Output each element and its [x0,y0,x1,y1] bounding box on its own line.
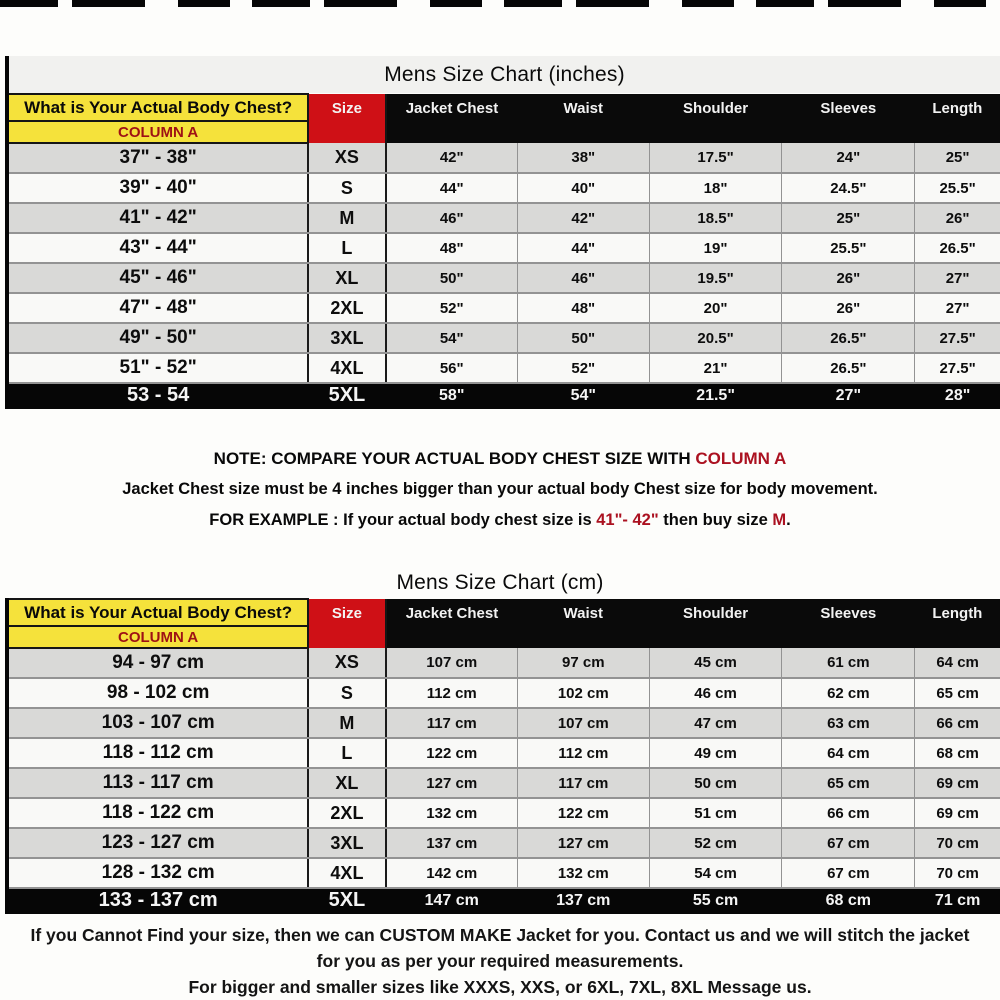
table-row [9,678,1000,708]
chest-cell: 49" - 50" [9,323,308,353]
jacket-chest-cell: 112 cm [386,678,518,708]
chest-cell: 41" - 42" [9,203,308,233]
table-row [9,798,1000,828]
shoulder-header: Shoulder [649,94,782,143]
chest-cell: 39" - 40" [9,173,308,203]
length-cell: 25" [915,143,1000,173]
sleeves-cell: 62 cm [782,678,915,708]
inches-size-chart [5,56,1000,409]
jacket-chest-cell: 122 cm [386,738,518,768]
jacket-chest-cell: 44" [386,173,518,203]
size-cell: M [308,203,385,233]
chest-cell: 118 - 112 cm [9,738,308,768]
jacket-chest-cell: 137 cm [386,828,518,858]
jacket-chest-cell: 127 cm [386,768,518,798]
chest-cell: 37" - 38" [9,143,308,173]
length-cell: 69 cm [915,768,1000,798]
table-row [9,143,1000,173]
chest-cell: 94 - 97 cm [9,648,308,678]
waist-cell: 127 cm [517,828,649,858]
size-cell: 2XL [308,798,385,828]
table-row [9,738,1000,768]
size-cell: XL [308,768,385,798]
note-line-1 [0,449,1000,469]
waist-cell: 117 cm [517,768,649,798]
waist-cell: 44" [517,233,649,263]
waist-cell: 40" [517,173,649,203]
sleeves-cell: 25.5" [782,233,915,263]
body-chest-header: What is Your Actual Body Chest? [9,94,308,121]
column-a-label: COLUMN A [9,626,308,648]
footer-line-2: for you as per your required measurements. [316,951,684,971]
jacket-chest-cell: 54" [386,323,518,353]
sleeves-cell: 25" [782,203,915,233]
note-block [0,409,1000,554]
shoulder-cell: 55 cm [649,888,782,913]
length-cell: 64 cm [915,648,1000,678]
size-cell: M [308,708,385,738]
note-range-highlight: 41"- 42" [596,511,659,529]
sleeves-cell: 66 cm [782,798,915,828]
sleeves-cell: 24.5" [782,173,915,203]
waist-cell: 38" [517,143,649,173]
table-row [9,173,1000,203]
shoulder-cell: 20" [649,293,782,323]
waist-cell: 52" [517,353,649,383]
shoulder-cell: 20.5" [649,323,782,353]
waist-cell: 107 cm [517,708,649,738]
jacket-chest-cell: 142 cm [386,858,518,888]
sleeves-cell: 24" [782,143,915,173]
shoulder-cell: 52 cm [649,828,782,858]
jacket-chest-cell: 56" [386,353,518,383]
note-line-3-text: FOR EXAMPLE : If your actual body chest size is [209,511,597,529]
length-header: Length [915,599,1000,648]
size-cell: S [308,678,385,708]
shoulder-cell: 21" [649,353,782,383]
sleeves-cell: 68 cm [782,888,915,913]
chest-cell: 133 - 137 cm [9,888,308,913]
shoulder-cell: 51 cm [649,798,782,828]
jacket-chest-header: Jacket Chest [386,94,518,143]
waist-cell: 102 cm [517,678,649,708]
size-cell: S [308,173,385,203]
shoulder-header: Shoulder [649,599,782,648]
note-line-3-mid: then buy size [658,511,773,529]
size-header: Size [308,94,385,143]
length-cell: 71 cm [915,888,1000,913]
table-row [9,708,1000,738]
table-row [9,323,1000,353]
length-cell: 27.5" [915,353,1000,383]
shoulder-cell: 45 cm [649,648,782,678]
note-line-3 [0,511,1000,530]
sleeves-header: Sleeves [782,94,915,143]
note-line-3-suffix: . [786,511,791,529]
sleeves-cell: 65 cm [782,768,915,798]
jacket-chest-cell: 117 cm [386,708,518,738]
length-cell: 70 cm [915,858,1000,888]
table-row [9,383,1000,408]
waist-cell: 132 cm [517,858,649,888]
shoulder-cell: 18.5" [649,203,782,233]
chest-cell: 43" - 44" [9,233,308,263]
sleeves-cell: 26.5" [782,353,915,383]
jacket-chest-cell: 50" [386,263,518,293]
length-cell: 25.5" [915,173,1000,203]
shoulder-cell: 50 cm [649,768,782,798]
table-row [9,648,1000,678]
table-row [9,858,1000,888]
length-cell: 27" [915,263,1000,293]
length-cell: 27" [915,293,1000,323]
shoulder-cell: 47 cm [649,708,782,738]
table-row [9,293,1000,323]
footer-line-3: For bigger and smaller sizes like XXXS, XXS, or 6XL, 7XL, 8XL Message us. [188,977,812,997]
sleeves-cell: 26" [782,293,915,323]
waist-cell: 42" [517,203,649,233]
table-row [9,888,1000,913]
footer-line-1: If you Cannot Find your size, then we can CUSTOM MAKE Jacket for you. Contact us and we will stitch the jacket [30,925,970,945]
shoulder-cell: 19" [649,233,782,263]
sleeves-cell: 67 cm [782,828,915,858]
sleeves-cell: 27" [782,383,915,408]
size-cell: L [308,233,385,263]
sleeves-cell: 63 cm [782,708,915,738]
jacket-chest-cell: 107 cm [386,648,518,678]
jacket-chest-cell: 132 cm [386,798,518,828]
table-row [9,233,1000,263]
size-cell: 2XL [308,293,385,323]
size-header: Size [308,599,385,648]
inches-size-table [9,93,1000,409]
size-cell: 5XL [308,888,385,913]
length-cell: 28" [915,383,1000,408]
length-cell: 69 cm [915,798,1000,828]
length-cell: 70 cm [915,828,1000,858]
length-cell: 26" [915,203,1000,233]
size-cell: 3XL [308,828,385,858]
waist-cell: 97 cm [517,648,649,678]
chest-cell: 51" - 52" [9,353,308,383]
jacket-chest-cell: 147 cm [386,888,518,913]
chest-cell: 128 - 132 cm [9,858,308,888]
chest-cell: 47" - 48" [9,293,308,323]
size-cell: XS [308,143,385,173]
jacket-chest-header: Jacket Chest [386,599,518,648]
shoulder-cell: 54 cm [649,858,782,888]
chest-cell: 98 - 102 cm [9,678,308,708]
shoulder-cell: 17.5" [649,143,782,173]
inches-chart-title: Mens Size Chart (inches) [9,56,1000,93]
table-row [9,203,1000,233]
waist-cell: 46" [517,263,649,293]
sleeves-cell: 64 cm [782,738,915,768]
length-header: Length [915,94,1000,143]
jacket-chest-cell: 52" [386,293,518,323]
shoulder-cell: 49 cm [649,738,782,768]
cropped-text-strip [0,0,1000,9]
sleeves-cell: 67 cm [782,858,915,888]
waist-cell: 112 cm [517,738,649,768]
note-line-1-text: NOTE: COMPARE YOUR ACTUAL BODY CHEST SIZE WITH [213,449,696,468]
shoulder-cell: 21.5" [649,383,782,408]
sleeves-cell: 61 cm [782,648,915,678]
note-line-2: Jacket Chest size must be 4 inches bigger than your actual body Chest size for body movement. [122,480,878,498]
body-chest-header: What is Your Actual Body Chest? [9,599,308,626]
chest-cell: 103 - 107 cm [9,708,308,738]
chest-cell: 113 - 117 cm [9,768,308,798]
waist-header: Waist [517,94,649,143]
length-cell: 26.5" [915,233,1000,263]
cm-table-body [9,648,1000,913]
chest-cell: 45" - 46" [9,263,308,293]
chest-cell: 53 - 54 [9,383,308,408]
footer-block [0,922,1000,1000]
sleeves-header: Sleeves [782,599,915,648]
cm-size-table [9,598,1000,914]
size-cell: 5XL [308,383,385,408]
chest-cell: 118 - 122 cm [9,798,308,828]
jacket-chest-cell: 46" [386,203,518,233]
waist-header: Waist [517,599,649,648]
length-cell: 27.5" [915,323,1000,353]
length-cell: 65 cm [915,678,1000,708]
note-column-a-highlight: COLUMN A [695,449,787,468]
size-cell: 3XL [308,323,385,353]
table-row [9,353,1000,383]
size-cell: 4XL [308,858,385,888]
length-cell: 68 cm [915,738,1000,768]
chest-cell: 123 - 127 cm [9,828,308,858]
length-cell: 66 cm [915,708,1000,738]
shoulder-cell: 19.5" [649,263,782,293]
waist-cell: 50" [517,323,649,353]
sleeves-cell: 26" [782,263,915,293]
table-row [9,263,1000,293]
size-cell: 4XL [308,353,385,383]
table-row [9,828,1000,858]
waist-cell: 137 cm [517,888,649,913]
size-cell: L [308,738,385,768]
column-a-label: COLUMN A [9,121,308,143]
cm-chart-title: Mens Size Chart (cm) [396,571,604,594]
size-cell: XL [308,263,385,293]
waist-cell: 48" [517,293,649,323]
size-cell: XS [308,648,385,678]
waist-cell: 122 cm [517,798,649,828]
inches-table-body [9,143,1000,408]
jacket-chest-cell: 48" [386,233,518,263]
shoulder-cell: 18" [649,173,782,203]
cm-size-chart [5,598,1000,914]
table-row [9,768,1000,798]
waist-cell: 54" [517,383,649,408]
jacket-chest-cell: 42" [386,143,518,173]
sleeves-cell: 26.5" [782,323,915,353]
jacket-chest-cell: 58" [386,383,518,408]
note-size-highlight: M [772,511,787,529]
shoulder-cell: 46 cm [649,678,782,708]
